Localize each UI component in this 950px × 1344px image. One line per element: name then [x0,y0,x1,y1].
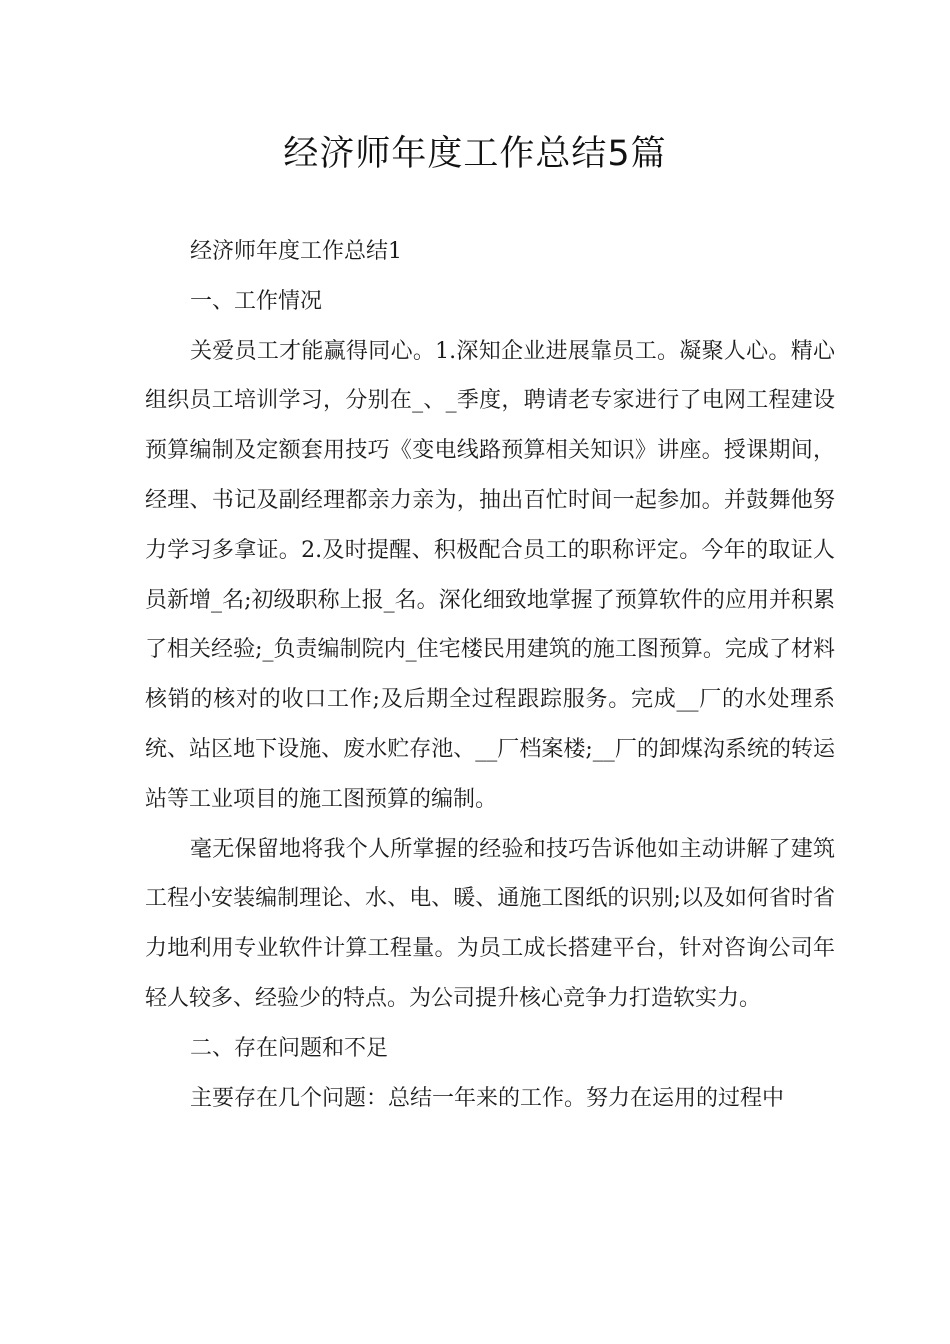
body-paragraph: 关爱员工才能赢得同心。1.深知企业进展靠员工。凝聚人心。精心组织员工培训学习，分别在_、_季度，聘请老专家进行了电网工程建设预算编制及定额套用技巧《变电线路预算相关知识》讲座。授课期间，经理、书记及副经理都亲力亲为，抽出百忙时间一起参加。并鼓舞他努力学习多拿证。2.及时提醒、积极配合员工的职称评定。今年的取证人员新增_名;初级职称上报_名。深化细致地掌握了预算软件的应用并积累了相关经验;_负责编制院内_住宅楼民用建筑的施工图预算。完成了材料核销的核对的收口工作;及后期全过程跟踪服务。完成__厂的水处理系统、站区地下设施、废水贮存池、__厂档案楼;__厂的卸煤沟系统的转运站等工业项目的施工图预算的编制。 [145,338,835,812]
body-paragraph: 毫无保留地将我个人所掌握的经验和技巧告诉他如主动讲解了建筑工程小安装编制理论、水、电、暖、通施工图纸的识别;以及如何省时省力地利用专业软件计算工程量。为员工成长搭建平台，针对咨询公司年轻人较多、经验少的特点。为公司提升核心竞争力打造软实力。 [145,836,835,1011]
section-heading-problems: 二、存在问题和不足 [190,1035,389,1061]
section-heading-work-status: 一、工作情况 [190,288,323,314]
body-paragraph: 主要存在几个问题：总结一年来的工作。努力在运用的过程中 [190,1085,785,1111]
section-subtitle: 经济师年度工作总结1 [190,239,402,264]
document-title: 经济师年度工作总结5篇 [283,134,667,174]
document-body [145,227,835,1123]
